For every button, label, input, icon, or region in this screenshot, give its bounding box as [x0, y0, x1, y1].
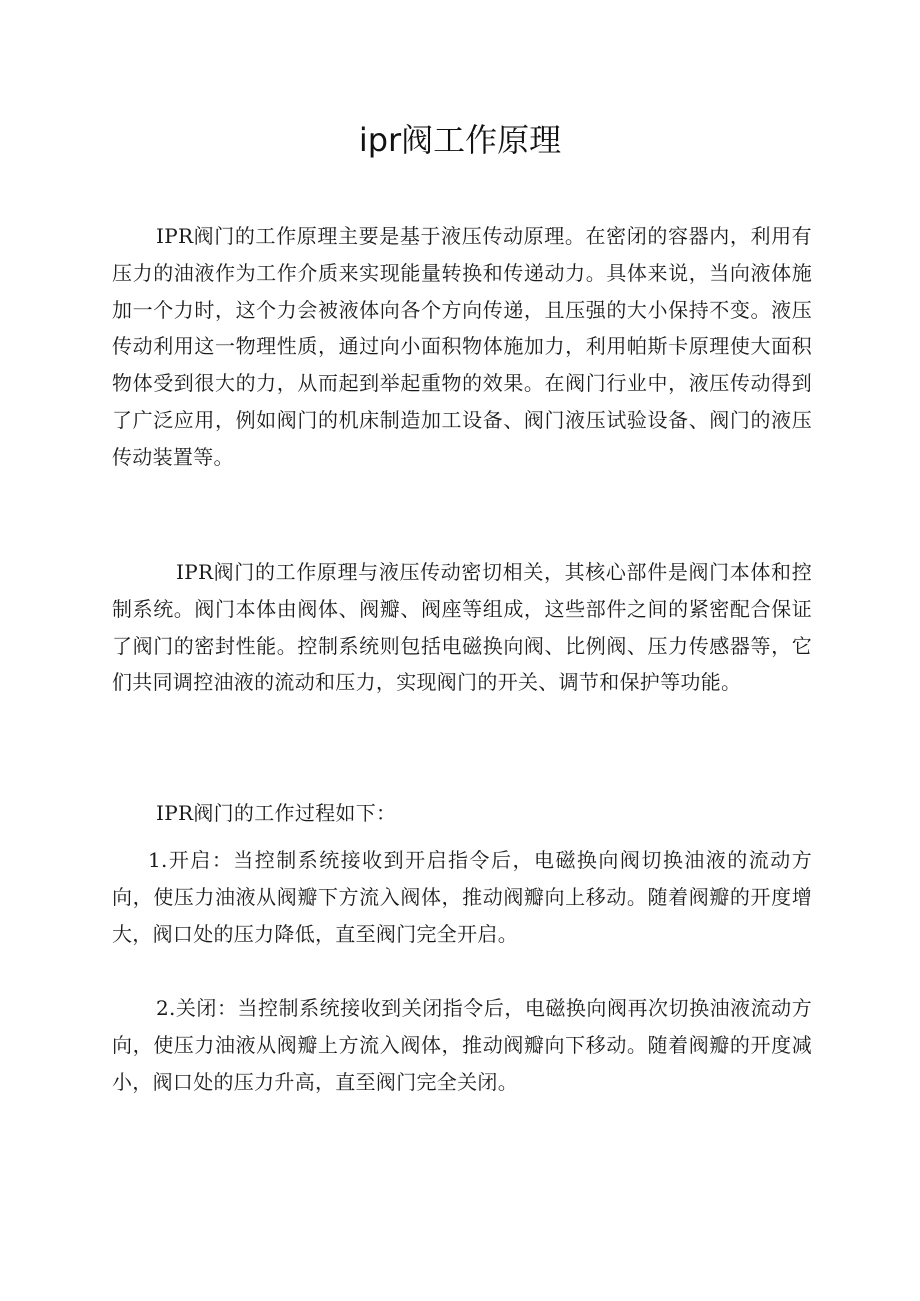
paragraph-process-intro: IPR阀门的工作过程如下： — [156, 801, 397, 825]
paragraph-components: IPR阀门的工作原理与液压传动密切相关，其核心部件是阀门本体和控制系统。阀门本体由阀体、阀瓣、阀座等组成，这些部件之间的紧密配合保证了阀门的密封性能。控制系统则包括电磁换向阀、比例阀、压力传感器等，它们共同调控油液的流动和压力，实现阀门的开关、调节和保护等功能。 — [112, 560, 812, 695]
paragraph-step-open: 1.开启：当控制系统接收到开启指令后，电磁换向阀切换油液的流动方向，使压力油液从阀瓣下方流入阀体，推动阀瓣向上移动。随着阀瓣的开度增大，阀口处的压力降低，直至阀门完全开启。 — [112, 848, 812, 946]
page-title: ipr阀工作原理 — [358, 121, 562, 159]
paragraph-principle: IPR阀门的工作原理主要是基于液压传动原理。在密闭的容器内，利用有压力的油液作为工作介质来实现能量转换和传递动力。具体来说，当向液体施加一个力时，这个力会被液体向各个方向传递，且压强的大小保持不变。液压传动利用这一物理性质，通过向小面积物体施加力，利用帕斯卡原理使大面积物体受到很大的力，从而起到举起重物的效果。在阀门行业中，液压传动得到了广泛应用，例如阀门的机床制造加工设备、阀门液压试验设备、阀门的液压传动装置等。 — [112, 224, 812, 469]
paragraph-step-close: 2.关闭：当控制系统接收到关闭指令后，电磁换向阀再次切换油液流动方向，使压力油液从阀瓣上方流入阀体，推动阀瓣向下移动。随着阀瓣的开度减小，阀口处的压力升高，直至阀门完全关闭。 — [112, 996, 812, 1094]
